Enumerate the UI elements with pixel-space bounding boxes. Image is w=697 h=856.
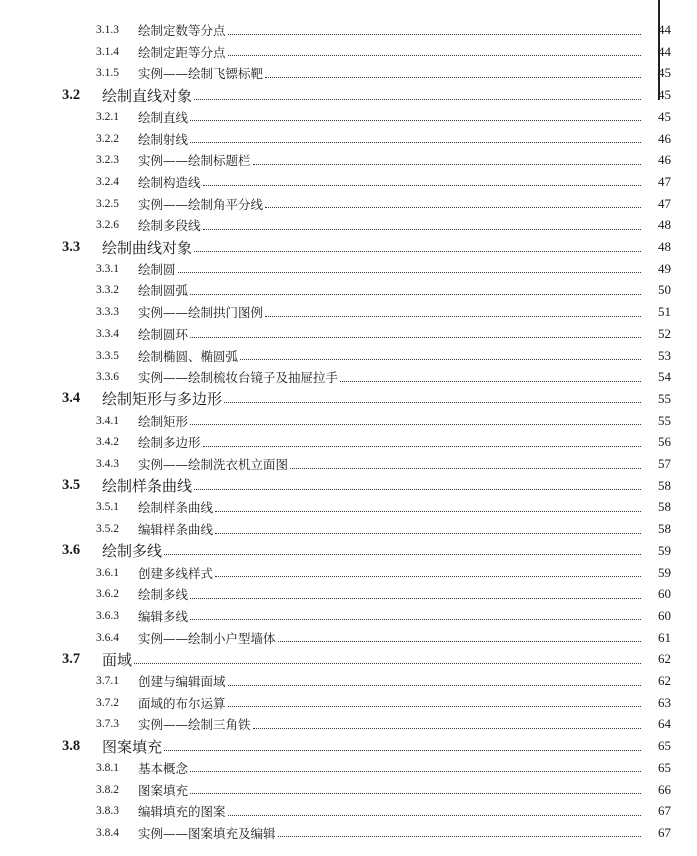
toc-entry-page: 65 bbox=[658, 738, 671, 754]
toc-entry-title: 图案填充 bbox=[138, 782, 189, 798]
toc-entry-number: 3.3.5 bbox=[96, 349, 119, 362]
toc-entry-number: 3.4.2 bbox=[96, 436, 119, 449]
toc-entry-title: 绘制直线 bbox=[138, 109, 189, 125]
toc-entry-page: 49 bbox=[658, 260, 671, 276]
toc-entry-page: 53 bbox=[658, 347, 671, 363]
toc-entry-title: 绘制多线 bbox=[102, 542, 163, 561]
dot-leader bbox=[190, 793, 641, 794]
toc-subsection-row bbox=[0, 779, 697, 801]
toc-entry-number: 3.5.1 bbox=[96, 501, 119, 514]
toc-entry-page: 47 bbox=[658, 195, 671, 211]
toc-entry-title: 实例——绘制标题栏 bbox=[138, 153, 251, 169]
toc-subsection-row bbox=[0, 301, 697, 323]
toc-entry-title: 实例——绘制小户型墙体 bbox=[138, 630, 276, 646]
dot-leader bbox=[215, 533, 641, 534]
dot-leader bbox=[134, 663, 641, 664]
dot-leader bbox=[190, 771, 641, 772]
toc-entry-title: 创建与编辑面域 bbox=[138, 674, 226, 689]
toc-entry-title: 绘制矩形与多边形 bbox=[102, 390, 223, 409]
toc-section-row bbox=[0, 735, 697, 757]
toc-entry-title: 编辑填充的图案 bbox=[138, 804, 226, 820]
toc-subsection-row bbox=[0, 62, 697, 84]
toc-entry-page: 44 bbox=[658, 43, 671, 59]
toc-entry-title: 绘制圆环 bbox=[138, 326, 189, 342]
toc-entry-title: 绘制矩形 bbox=[138, 413, 189, 429]
toc-entry-title: 绘制椭圆、椭圆弧 bbox=[138, 348, 239, 364]
toc-entry-title: 实例——图案填充及编辑 bbox=[138, 825, 276, 841]
toc-entry-page: 61 bbox=[658, 629, 671, 645]
toc-entry-number: 3.2.1 bbox=[96, 110, 119, 123]
toc-entry-title: 绘制样条曲线 bbox=[138, 500, 214, 516]
toc-entry-title: 绘制多线 bbox=[138, 587, 189, 603]
dot-leader bbox=[228, 34, 641, 35]
dot-leader bbox=[190, 294, 641, 295]
dot-leader bbox=[228, 706, 641, 707]
toc-subsection-row bbox=[0, 518, 697, 540]
toc-entry-number: 3.3.2 bbox=[96, 284, 119, 297]
toc-entry-number: 3.8.4 bbox=[96, 826, 119, 839]
dot-leader bbox=[203, 446, 641, 447]
toc-subsection-row bbox=[0, 713, 697, 735]
dot-leader bbox=[265, 77, 641, 78]
toc-entry-title: 绘制圆 bbox=[138, 261, 176, 277]
toc-entry-page: 58 bbox=[658, 477, 671, 493]
toc-subsection-row bbox=[0, 366, 697, 388]
dot-leader bbox=[190, 142, 641, 143]
dot-leader bbox=[203, 185, 641, 186]
toc-entry-number: 3.8.3 bbox=[96, 805, 119, 818]
toc-entry-page: 47 bbox=[658, 173, 671, 189]
toc-entry-number: 3.6 bbox=[62, 542, 81, 559]
toc-entry-page: 57 bbox=[658, 456, 671, 471]
dot-leader bbox=[340, 381, 641, 382]
toc-entry-number: 3.7.3 bbox=[96, 718, 119, 731]
toc-subsection-row bbox=[0, 692, 697, 714]
toc-subsection-row bbox=[0, 822, 697, 844]
toc-entry-number: 3.1.5 bbox=[96, 67, 119, 80]
toc-subsection-row bbox=[0, 41, 697, 63]
toc-subsection-row bbox=[0, 496, 697, 518]
toc-entry-title: 绘制圆弧 bbox=[138, 283, 189, 299]
toc-entry-number: 3.2.6 bbox=[96, 219, 119, 232]
toc-entry-number: 3.5 bbox=[62, 477, 81, 494]
toc-entry-number: 3.5.2 bbox=[96, 523, 119, 536]
toc-section-row bbox=[0, 475, 697, 497]
toc-entry-page: 67 bbox=[658, 824, 671, 840]
toc-subsection-row bbox=[0, 431, 697, 453]
toc-entry-number: 3.3.1 bbox=[96, 262, 119, 275]
toc-entry-title: 编辑多线 bbox=[138, 608, 189, 624]
dot-leader bbox=[215, 511, 641, 512]
dot-leader bbox=[224, 402, 641, 403]
dot-leader bbox=[178, 272, 641, 273]
toc-subsection-row bbox=[0, 627, 697, 649]
dot-leader bbox=[190, 120, 641, 121]
toc-subsection-row bbox=[0, 345, 697, 367]
toc-entry-title: 实例——绘制角平分线 bbox=[138, 196, 264, 212]
toc-entry-page: 45 bbox=[658, 108, 671, 124]
toc-section-row bbox=[0, 388, 697, 410]
toc-entry-number: 3.7.2 bbox=[96, 696, 119, 709]
toc-entry-number: 3.7.1 bbox=[96, 675, 119, 687]
toc-entry-number: 3.3.4 bbox=[96, 327, 119, 340]
toc-entry-title: 基本概念 bbox=[138, 760, 189, 776]
toc-entry-number: 3.2.2 bbox=[96, 132, 119, 145]
toc-entry-page: 52 bbox=[658, 325, 671, 341]
dot-leader bbox=[215, 576, 641, 577]
dot-leader bbox=[194, 99, 641, 100]
toc-entry-page: 55 bbox=[658, 412, 671, 428]
toc-entry-number: 3.4.1 bbox=[96, 414, 119, 427]
toc-subsection-row bbox=[0, 670, 697, 692]
toc-entry-page: 54 bbox=[658, 369, 671, 385]
toc-entry-page: 65 bbox=[658, 759, 671, 775]
dot-leader bbox=[290, 468, 641, 469]
dot-leader bbox=[190, 337, 641, 338]
toc-entry-number: 3.8 bbox=[62, 737, 81, 754]
toc-entry-title: 面域的布尔运算 bbox=[138, 695, 226, 711]
dot-leader bbox=[265, 316, 641, 317]
toc-entry-page: 48 bbox=[658, 217, 671, 233]
toc-entry-number: 3.4.3 bbox=[96, 458, 119, 470]
toc-entry-number: 3.3 bbox=[62, 238, 81, 255]
toc-section-row bbox=[0, 648, 697, 670]
toc-entry-number: 3.3.6 bbox=[96, 371, 119, 384]
dot-leader bbox=[228, 815, 641, 816]
toc-entry-number: 3.1.4 bbox=[96, 45, 119, 58]
toc-entry-number: 3.6.2 bbox=[96, 588, 119, 601]
toc-entry-page: 59 bbox=[658, 564, 671, 580]
toc-entry-page: 46 bbox=[658, 152, 671, 168]
toc-entry-title: 绘制多段线 bbox=[138, 218, 201, 234]
toc-entry-number: 3.6.4 bbox=[96, 631, 119, 644]
toc-entry-page: 45 bbox=[658, 65, 671, 81]
toc-entry-title: 图案填充 bbox=[102, 737, 163, 756]
toc-entry-page: 45 bbox=[658, 87, 671, 103]
dot-leader bbox=[164, 750, 641, 751]
dot-leader bbox=[253, 728, 641, 729]
toc-entry-title: 绘制多边形 bbox=[138, 435, 201, 451]
toc-entry-title: 创建多线样式 bbox=[138, 565, 214, 581]
toc-entry-page: 46 bbox=[658, 130, 671, 146]
dot-leader bbox=[253, 164, 641, 165]
toc-subsection-row bbox=[0, 605, 697, 627]
toc-entry-title: 绘制直线对象 bbox=[102, 86, 193, 105]
toc-entry-page: 66 bbox=[658, 781, 671, 797]
toc-entry-page: 48 bbox=[658, 239, 671, 254]
toc-subsection-row bbox=[0, 583, 697, 605]
dot-leader bbox=[240, 359, 641, 360]
toc-entry-page: 62 bbox=[658, 651, 671, 667]
dot-leader bbox=[278, 641, 641, 642]
toc-subsection-row bbox=[0, 193, 697, 215]
toc-entry-page: 67 bbox=[658, 803, 671, 819]
toc-entry-number: 3.6.1 bbox=[96, 566, 119, 579]
toc-entry-title: 编辑样条曲线 bbox=[138, 522, 214, 538]
toc-subsection-row bbox=[0, 19, 697, 41]
toc-entry-number: 3.2 bbox=[62, 86, 81, 103]
toc-entry-page: 62 bbox=[658, 673, 671, 688]
toc-entry-page: 60 bbox=[658, 586, 671, 602]
toc-subsection-row bbox=[0, 800, 697, 822]
toc-subsection-row bbox=[0, 323, 697, 345]
toc-entry-title: 实例——绘制梳妆台镜子及抽屉拉手 bbox=[138, 370, 339, 386]
toc-entry-title: 实例——绘制拱门图例 bbox=[138, 305, 264, 321]
toc-entry-title: 面域 bbox=[102, 650, 133, 669]
toc-entry-number: 3.2.5 bbox=[96, 197, 119, 210]
toc-subsection-row bbox=[0, 453, 697, 475]
toc-subsection-row bbox=[0, 128, 697, 150]
toc-subsection-row bbox=[0, 258, 697, 280]
toc-subsection-row bbox=[0, 410, 697, 432]
toc-entry-page: 59 bbox=[658, 542, 671, 558]
toc-entry-page: 56 bbox=[658, 434, 671, 450]
dot-leader bbox=[265, 207, 641, 208]
toc-section-row bbox=[0, 84, 697, 106]
dot-leader bbox=[164, 554, 641, 555]
toc-entry-number: 3.6.3 bbox=[96, 609, 119, 622]
toc-entry-page: 50 bbox=[658, 282, 671, 298]
toc-entry-title: 绘制定数等分点 bbox=[138, 23, 226, 38]
toc-entry-title: 绘制定距等分点 bbox=[138, 44, 226, 60]
toc-entry-title: 实例——绘制洗衣机立面图 bbox=[138, 457, 289, 472]
toc-subsection-row bbox=[0, 562, 697, 584]
toc-entry-page: 58 bbox=[658, 521, 671, 537]
toc-section-row bbox=[0, 236, 697, 258]
dot-leader bbox=[203, 229, 641, 230]
toc-section-row bbox=[0, 540, 697, 562]
toc-subsection-row bbox=[0, 214, 697, 236]
toc-entry-title: 实例——绘制飞镖标靶 bbox=[138, 66, 264, 82]
toc-entry-number: 3.1.3 bbox=[96, 24, 119, 36]
toc-entry-page: 63 bbox=[658, 694, 671, 710]
toc-subsection-row bbox=[0, 279, 697, 301]
dot-leader bbox=[190, 619, 641, 620]
toc-entry-page: 58 bbox=[658, 499, 671, 515]
toc-entry-title: 绘制曲线对象 bbox=[102, 238, 193, 257]
toc-entry-number: 3.3.3 bbox=[96, 306, 119, 319]
toc-subsection-row bbox=[0, 149, 697, 171]
toc-entry-page: 51 bbox=[658, 304, 671, 320]
toc-entry-title: 绘制样条曲线 bbox=[102, 477, 193, 496]
toc-entry-title: 实例——绘制三角铁 bbox=[138, 717, 251, 733]
toc-entry-number: 3.2.3 bbox=[96, 154, 119, 167]
toc-entry-number: 3.2.4 bbox=[96, 175, 119, 188]
toc-subsection-row bbox=[0, 171, 697, 193]
dot-leader bbox=[190, 424, 641, 425]
toc-entry-page: 60 bbox=[658, 607, 671, 623]
toc-entry-page: 44 bbox=[658, 22, 671, 37]
toc-entry-number: 3.4 bbox=[62, 390, 81, 407]
dot-leader bbox=[194, 489, 641, 490]
dot-leader bbox=[194, 251, 641, 252]
dot-leader bbox=[190, 598, 641, 599]
toc-entry-number: 3.7 bbox=[62, 650, 81, 667]
toc-entry-page: 64 bbox=[658, 716, 671, 732]
toc-entry-number: 3.8.2 bbox=[96, 783, 119, 796]
dot-leader bbox=[228, 685, 641, 686]
dot-leader bbox=[228, 55, 641, 56]
toc-entry-title: 绘制构造线 bbox=[138, 174, 201, 190]
toc-subsection-row bbox=[0, 757, 697, 779]
toc-subsection-row bbox=[0, 106, 697, 128]
dot-leader bbox=[278, 836, 641, 837]
toc-entry-number: 3.8.1 bbox=[96, 761, 119, 774]
toc-entry-page: 55 bbox=[658, 390, 671, 406]
toc-entry-title: 绘制射线 bbox=[138, 131, 189, 147]
